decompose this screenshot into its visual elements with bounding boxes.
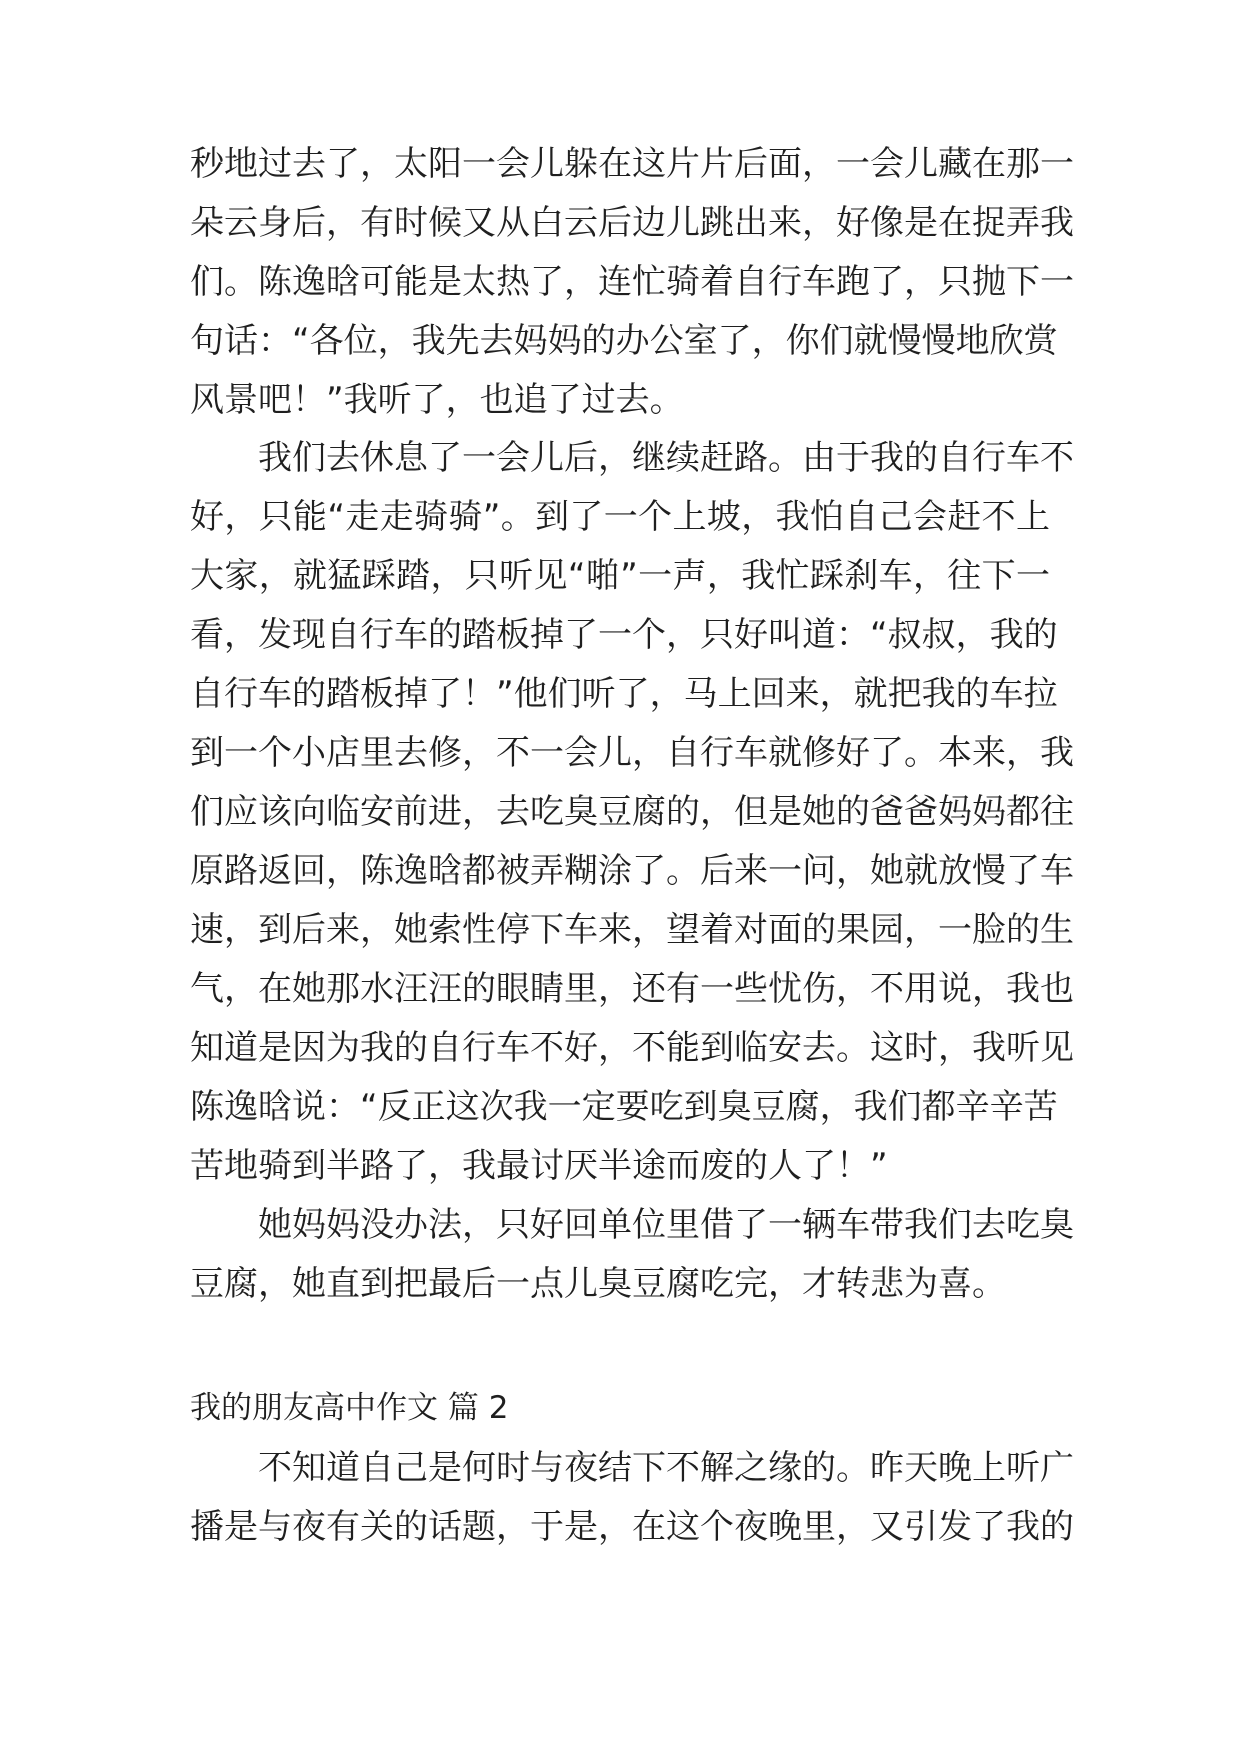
text-line: 句话：“各位，我先去妈妈的办公室了，你们就慢慢地欣赏 <box>190 321 1058 361</box>
section-heading: 我的朋友高中作文 篇 2 <box>190 1390 509 1426</box>
paragraph-first-line: 她妈妈没办法，只好回单位里借了一辆车带我们去吃臭 <box>258 1205 1074 1245</box>
text-line: 秒地过去了，太阳一会儿躲在这片片后面，一会儿藏在那一 <box>190 144 1074 184</box>
text-line: 速，到后来，她索性停下车来，望着对面的果园，一脸的生 <box>190 910 1074 950</box>
paragraph-first-line: 不知道自己是何时与夜结下不解之缘的。昨天晚上听广 <box>258 1448 1074 1488</box>
text-line: 陈逸晗说：“反正这次我一定要吃到臭豆腐，我们都辛辛苦 <box>190 1087 1058 1127</box>
text-line: 苦地骑到半路了，我最讨厌半途而废的人了！” <box>190 1146 888 1186</box>
text-line: 风景吧！”我听了，也追了过去。 <box>190 380 684 420</box>
text-line: 们应该向临安前进，去吃臭豆腐的，但是她的爸爸妈妈都往 <box>190 792 1074 832</box>
text-line: 看，发现自行车的踏板掉了一个，只好叫道：“叔叔，我的 <box>190 615 1058 655</box>
text-line: 好，只能“走走骑骑”。到了一个上坡，我怕自己会赶不上 <box>190 497 1050 537</box>
text-line: 知道是因为我的自行车不好，不能到临安去。这时，我听见 <box>190 1028 1074 1068</box>
text-line: 豆腐，她直到把最后一点儿臭豆腐吃完，才转悲为喜。 <box>190 1264 1006 1304</box>
text-line: 播是与夜有关的话题，于是，在这个夜晚里，又引发了我的 <box>190 1507 1074 1547</box>
text-line: 气，在她那水汪汪的眼睛里，还有一些忧伤，不用说，我也 <box>190 969 1074 1009</box>
paragraph-first-line: 我们去休息了一会儿后，继续赶路。由于我的自行车不 <box>258 438 1074 478</box>
text-line: 朵云身后，有时候又从白云后边儿跳出来，好像是在捉弄我 <box>190 203 1074 243</box>
text-line: 自行车的踏板掉了！”他们听了，马上回来，就把我的车拉 <box>190 674 1058 714</box>
text-line: 们。陈逸晗可能是太热了，连忙骑着自行车跑了，只抛下一 <box>190 262 1074 302</box>
text-line: 原路返回，陈逸晗都被弄糊涂了。后来一问，她就放慢了车 <box>190 851 1074 891</box>
text-line: 大家，就猛踩踏，只听见“啪”一声，我忙踩刹车，往下一 <box>190 556 1050 596</box>
text-line: 到一个小店里去修，不一会儿，自行车就修好了。本来，我 <box>190 733 1074 773</box>
